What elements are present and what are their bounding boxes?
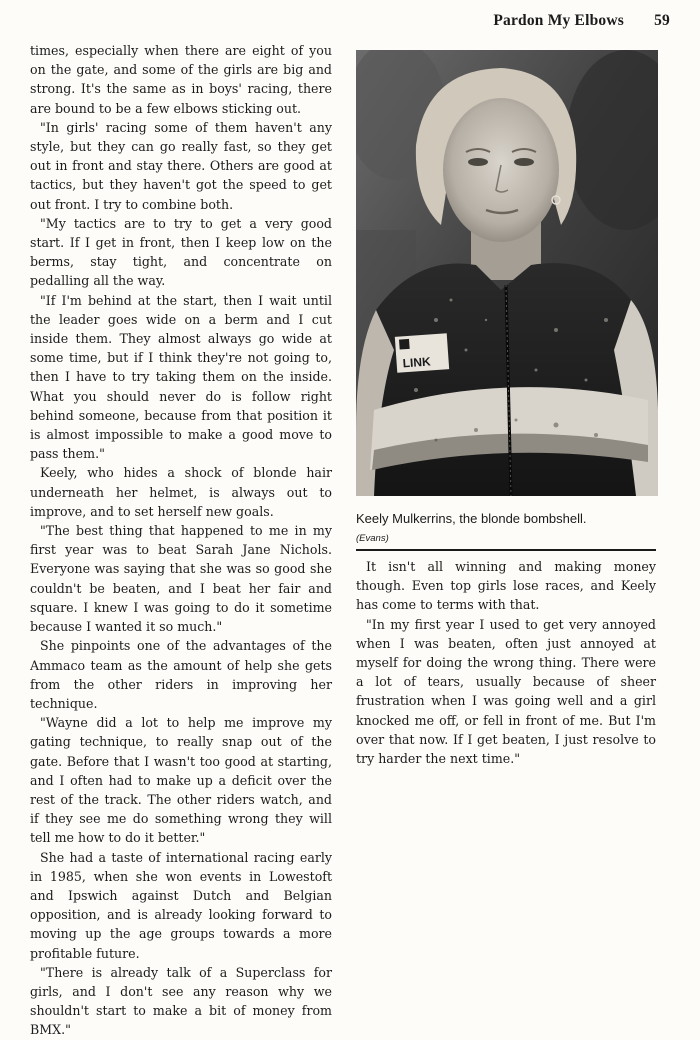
paragraph: It isn't all winning and making money though. Even top girls lose races, and Keely has come to terms with that. xyxy=(356,559,656,613)
paragraph: "Wayne did a lot to help me improve my gating technique, to really snap out of the gate. Before that I wasn't too good at starting, and I often had to make up a deficit over the rest of the track. The other riders watch, and if they see me do something wrong they will tell me how to do it better." xyxy=(30,715,332,846)
rider-photo xyxy=(356,50,658,496)
paragraph: She pinpoints one of the advantages of the Ammaco team as the amount of help she gets from the other riders in improving her technique. xyxy=(30,638,332,711)
paragraph: "The best thing that happened to me in my first year was to beat Sarah Jane Nichols. Everyone was saying that she was so good she couldn't be beaten, and I beat her fair and square. I knew I was going to do it sometime because I wanted it so much." xyxy=(30,523,332,635)
jersey-sponsor-text: LINK xyxy=(402,354,432,371)
photo-credit: (Evans) xyxy=(356,533,389,544)
caption-divider xyxy=(356,549,656,551)
paragraph: "In my first year I used to get very annoyed when I was beaten, often just annoyed at myself for doing the wrong thing. There were a lot of tears, usually because of sheer frustration when I was going well and a girl knocked me off, or fell in front of me. But I'm over that now. If I get beaten, I just resolve to try harder the next time." xyxy=(356,616,656,767)
paragraph: "If I'm behind at the start, then I wait until the leader goes wide on a berm and I cut inside them. They almost always go wide at some time, but if I think they're not going to, then I have to try taking them on the inside. What you should never do is follow right behind someone, because from that position it is almost impossible to make a good move to pass them." xyxy=(30,292,332,462)
photo-caption xyxy=(356,510,656,544)
left-text-column xyxy=(30,41,332,1040)
paragraph: "My tactics are to try to get a very good start. If I get in front, then I keep low on the berms, stay tight, and concentrate on pedalling all the way. xyxy=(30,215,332,289)
paragraph: times, especially when there are eight of you on the gate, and some of the girls are big and strong. It's the same as in boys' racing, there are bound to be a few elbows sticking out. xyxy=(30,43,332,116)
page-number: 59 xyxy=(654,12,670,29)
paragraph: "There is already talk of a Superclass for girls, and I don't see any reason why we shouldn't start to make a bit of money from BMX." xyxy=(30,964,332,1038)
running-head xyxy=(493,12,670,30)
paragraph: "In girls' racing some of them haven't any style, but they can go really fast, so they get out in front and stay there. Others are good at tactics, but they haven't got the speed to get out front. I try to combine both. xyxy=(30,119,332,212)
paragraph: She had a taste of international racing early in 1985, when she won events in Lowestoft and Ipswich against Dutch and Belgian opposition, and is already looking forward to moving up the age groups towards a more profitable future. xyxy=(30,849,332,961)
photo-illustration xyxy=(356,50,658,496)
caption-text: Keely Mulkerrins, the blonde bombshell. xyxy=(356,511,587,526)
paragraph: Keely, who hides a shock of blonde hair underneath her helmet, is always out to improve, and to set herself new goals. xyxy=(30,465,332,519)
chapter-title: Pardon My Elbows xyxy=(493,12,625,29)
right-text-column xyxy=(356,557,656,768)
